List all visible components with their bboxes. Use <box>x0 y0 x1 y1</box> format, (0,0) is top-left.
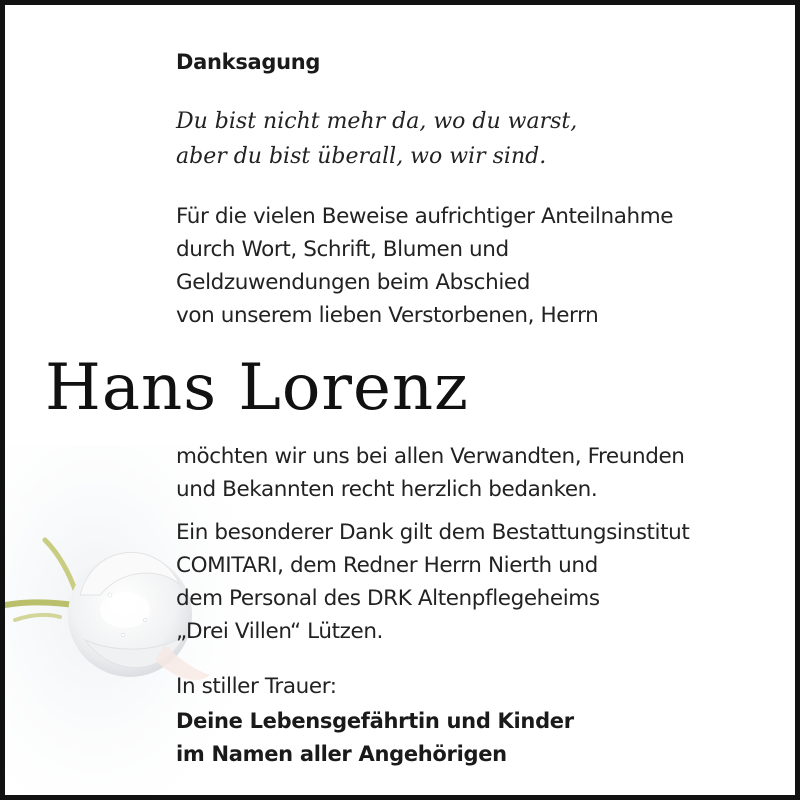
thanks-line: möchten wir uns bei allen Verwandten, Freunden <box>176 444 685 469</box>
closing-intro: In stiller Trauer: <box>176 674 337 699</box>
quote-line: aber du bist überall, wo wir sind. <box>176 144 547 169</box>
special-thanks-line: COMITARI, dem Redner Herrn Nierth und <box>176 553 598 578</box>
notice-heading: Danksagung <box>176 50 321 74</box>
thanks-line: und Bekannten recht herzlich bedanken. <box>176 477 598 502</box>
special-thanks-line: Ein besonderer Dank gilt dem Bestattungsinstitut <box>176 520 690 545</box>
intro-line: von unserem lieben Verstorbenen, Herrn <box>176 303 599 328</box>
deceased-name: Hans Lorenz <box>45 351 469 425</box>
intro-line: durch Wort, Schrift, Blumen und <box>176 237 509 262</box>
intro-line: Geldzuwendungen beim Abschied <box>176 270 530 295</box>
quote-line: Du bist nicht mehr da, wo du warst, <box>176 109 578 134</box>
special-thanks-line: dem Personal des DRK Altenpflegeheims <box>176 586 600 611</box>
special-thanks-line: „Drei Villen“ Lützen. <box>176 619 383 644</box>
intro-line: Für die vielen Beweise aufrichtiger Anteilnahme <box>176 204 674 229</box>
signatory-line: im Namen aller Angehörigen <box>176 742 507 766</box>
signatory-line: Deine Lebensgefährtin und Kinder <box>176 709 574 733</box>
